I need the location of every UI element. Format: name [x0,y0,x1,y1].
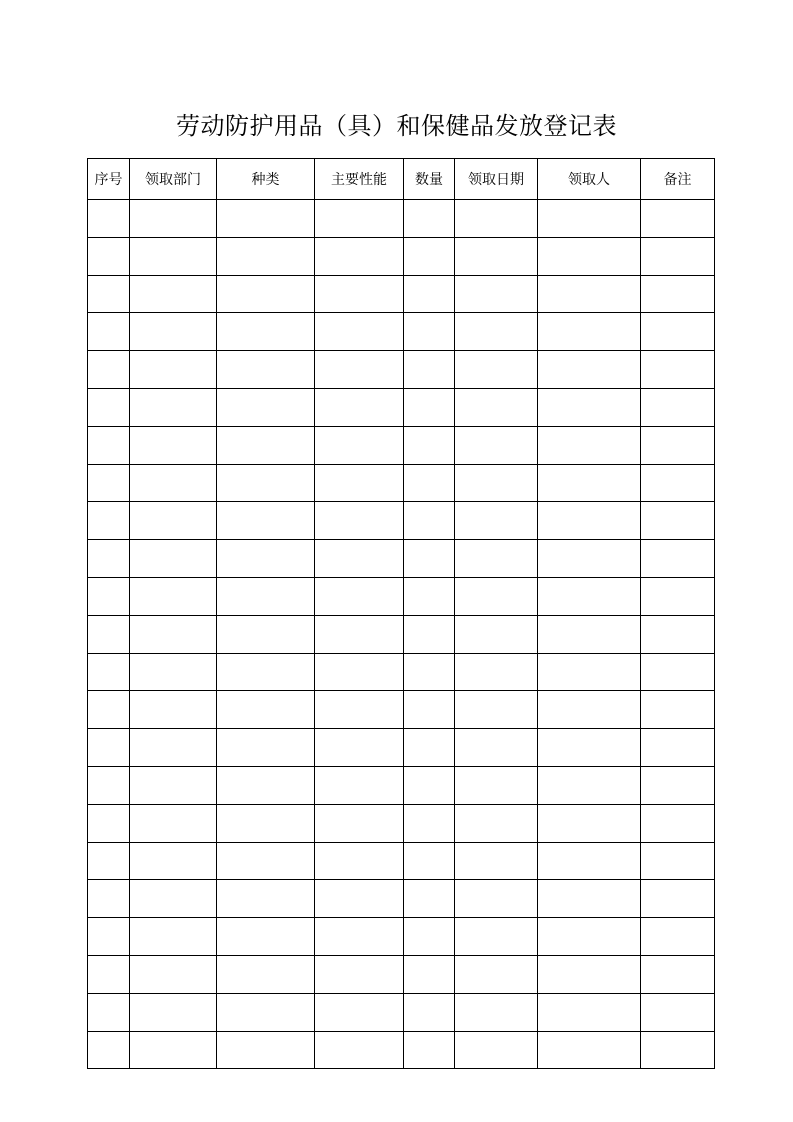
cell-receive-date[interactable] [455,200,538,238]
header-receiving-department: 领取部门 [130,159,217,200]
cell-category[interactable] [217,691,315,729]
cell-receiving-department[interactable] [130,842,217,880]
cell-receive-date[interactable] [455,993,538,1031]
cell-category[interactable] [217,540,315,578]
cell-remarks[interactable] [641,918,715,956]
cell-recipient[interactable] [538,200,641,238]
cell-remarks[interactable] [641,993,715,1031]
cell-main-performance[interactable] [315,691,404,729]
cell-main-performance[interactable] [315,313,404,351]
cell-remarks[interactable] [641,464,715,502]
cell-category[interactable] [217,842,315,880]
table-row [88,880,715,918]
cell-category[interactable] [217,237,315,275]
header-main-performance: 主要性能 [315,159,404,200]
cell-main-performance[interactable] [315,275,404,313]
cell-receive-date[interactable] [455,918,538,956]
cell-recipient[interactable] [538,540,641,578]
table-row [88,540,715,578]
cell-recipient[interactable] [538,464,641,502]
table-row [88,275,715,313]
cell-category[interactable] [217,502,315,540]
cell-seq-no[interactable] [88,918,130,956]
cell-quantity[interactable] [404,653,455,691]
cell-seq-no[interactable] [88,993,130,1031]
page-title: 劳动防护用品（具）和保健品发放登记表 [176,112,617,140]
table-row [88,691,715,729]
cell-receive-date[interactable] [455,766,538,804]
cell-remarks[interactable] [641,691,715,729]
cell-seq-no[interactable] [88,804,130,842]
cell-quantity[interactable] [404,275,455,313]
cell-recipient[interactable] [538,502,641,540]
cell-remarks[interactable] [641,351,715,389]
cell-receive-date[interactable] [455,955,538,993]
cell-recipient[interactable] [538,842,641,880]
cell-recipient[interactable] [538,426,641,464]
cell-recipient[interactable] [538,918,641,956]
cell-seq-no[interactable] [88,729,130,767]
table-row [88,804,715,842]
cell-seq-no[interactable] [88,540,130,578]
cell-remarks[interactable] [641,766,715,804]
cell-seq-no[interactable] [88,464,130,502]
cell-seq-no[interactable] [88,577,130,615]
cell-remarks[interactable] [641,426,715,464]
cell-quantity[interactable] [404,464,455,502]
cell-main-performance[interactable] [315,880,404,918]
cell-receiving-department[interactable] [130,766,217,804]
header-category: 种类 [217,159,315,200]
cell-recipient[interactable] [538,275,641,313]
table-row [88,388,715,426]
cell-receive-date[interactable] [455,351,538,389]
cell-category[interactable] [217,615,315,653]
cell-recipient[interactable] [538,880,641,918]
cell-receiving-department[interactable] [130,502,217,540]
cell-receiving-department[interactable] [130,237,217,275]
table-header [88,159,715,200]
cell-receive-date[interactable] [455,426,538,464]
cell-receive-date[interactable] [455,842,538,880]
cell-seq-no[interactable] [88,766,130,804]
cell-quantity[interactable] [404,388,455,426]
cell-recipient[interactable] [538,729,641,767]
table-row [88,653,715,691]
cell-receiving-department[interactable] [130,313,217,351]
cell-seq-no[interactable] [88,842,130,880]
cell-recipient[interactable] [538,691,641,729]
cell-receiving-department[interactable] [130,653,217,691]
cell-receive-date[interactable] [455,464,538,502]
cell-quantity[interactable] [404,993,455,1031]
cell-receive-date[interactable] [455,729,538,767]
table-row [88,615,715,653]
cell-receiving-department[interactable] [130,691,217,729]
cell-remarks[interactable] [641,729,715,767]
cell-remarks[interactable] [641,880,715,918]
header-receive-date: 领取日期 [455,159,538,200]
table-row [88,351,715,389]
cell-main-performance[interactable] [315,766,404,804]
cell-category[interactable] [217,1031,315,1069]
cell-recipient[interactable] [538,955,641,993]
cell-quantity[interactable] [404,615,455,653]
cell-receive-date[interactable] [455,502,538,540]
cell-recipient[interactable] [538,351,641,389]
cell-quantity[interactable] [404,842,455,880]
cell-receiving-department[interactable] [130,388,217,426]
table-row [88,955,715,993]
cell-main-performance[interactable] [315,1031,404,1069]
cell-recipient[interactable] [538,653,641,691]
cell-recipient[interactable] [538,237,641,275]
cell-quantity[interactable] [404,502,455,540]
cell-seq-no[interactable] [88,200,130,238]
cell-receive-date[interactable] [455,653,538,691]
cell-remarks[interactable] [641,615,715,653]
cell-receive-date[interactable] [455,540,538,578]
cell-receiving-department[interactable] [130,426,217,464]
cell-remarks[interactable] [641,842,715,880]
cell-receiving-department[interactable] [130,464,217,502]
cell-quantity[interactable] [404,691,455,729]
cell-remarks[interactable] [641,388,715,426]
cell-category[interactable] [217,313,315,351]
cell-main-performance[interactable] [315,426,404,464]
cell-receive-date[interactable] [455,804,538,842]
cell-recipient[interactable] [538,313,641,351]
cell-seq-no[interactable] [88,275,130,313]
cell-remarks[interactable] [641,237,715,275]
table-row [88,200,715,238]
cell-recipient[interactable] [538,577,641,615]
table-row [88,842,715,880]
cell-category[interactable] [217,993,315,1031]
cell-receive-date[interactable] [455,615,538,653]
cell-seq-no[interactable] [88,502,130,540]
cell-receiving-department[interactable] [130,729,217,767]
cell-main-performance[interactable] [315,729,404,767]
cell-main-performance[interactable] [315,577,404,615]
cell-category[interactable] [217,200,315,238]
cell-receiving-department[interactable] [130,993,217,1031]
table-row [88,502,715,540]
cell-receive-date[interactable] [455,691,538,729]
header-seq-no: 序号 [88,159,130,200]
cell-receiving-department[interactable] [130,804,217,842]
table-row [88,729,715,767]
cell-receive-date[interactable] [455,237,538,275]
cell-recipient[interactable] [538,804,641,842]
cell-main-performance[interactable] [315,388,404,426]
cell-receiving-department[interactable] [130,275,217,313]
header-remarks: 备注 [641,159,715,200]
cell-quantity[interactable] [404,918,455,956]
cell-seq-no[interactable] [88,615,130,653]
cell-quantity[interactable] [404,804,455,842]
table-row [88,1031,715,1069]
cell-recipient[interactable] [538,615,641,653]
cell-main-performance[interactable] [315,993,404,1031]
cell-category[interactable] [217,351,315,389]
cell-seq-no[interactable] [88,388,130,426]
cell-main-performance[interactable] [315,464,404,502]
cell-receive-date[interactable] [455,275,538,313]
cell-quantity[interactable] [404,237,455,275]
header-row [88,159,715,200]
cell-main-performance[interactable] [315,615,404,653]
cell-recipient[interactable] [538,1031,641,1069]
cell-category[interactable] [217,918,315,956]
cell-seq-no[interactable] [88,653,130,691]
cell-remarks[interactable] [641,577,715,615]
table-row [88,313,715,351]
cell-main-performance[interactable] [315,237,404,275]
cell-remarks[interactable] [641,653,715,691]
cell-remarks[interactable] [641,804,715,842]
table-row [88,237,715,275]
cell-quantity[interactable] [404,766,455,804]
cell-category[interactable] [217,577,315,615]
table-row [88,766,715,804]
cell-receiving-department[interactable] [130,200,217,238]
cell-quantity[interactable] [404,880,455,918]
cell-seq-no[interactable] [88,426,130,464]
register-table [87,158,715,1069]
cell-recipient[interactable] [538,388,641,426]
cell-receiving-department[interactable] [130,955,217,993]
cell-quantity[interactable] [404,729,455,767]
cell-category[interactable] [217,426,315,464]
cell-quantity[interactable] [404,955,455,993]
table-body [88,200,715,1069]
cell-main-performance[interactable] [315,842,404,880]
cell-receiving-department[interactable] [130,918,217,956]
cell-category[interactable] [217,880,315,918]
cell-receiving-department[interactable] [130,540,217,578]
cell-receive-date[interactable] [455,1031,538,1069]
cell-quantity[interactable] [404,426,455,464]
cell-seq-no[interactable] [88,351,130,389]
cell-receiving-department[interactable] [130,351,217,389]
cell-category[interactable] [217,388,315,426]
cell-receiving-department[interactable] [130,577,217,615]
cell-remarks[interactable] [641,502,715,540]
cell-receive-date[interactable] [455,880,538,918]
table-row [88,918,715,956]
cell-category[interactable] [217,275,315,313]
cell-quantity[interactable] [404,313,455,351]
cell-main-performance[interactable] [315,955,404,993]
cell-receive-date[interactable] [455,313,538,351]
cell-receiving-department[interactable] [130,615,217,653]
cell-remarks[interactable] [641,275,715,313]
cell-seq-no[interactable] [88,1031,130,1069]
cell-main-performance[interactable] [315,918,404,956]
header-recipient: 领取人 [538,159,641,200]
cell-main-performance[interactable] [315,351,404,389]
table-row [88,577,715,615]
cell-remarks[interactable] [641,540,715,578]
cell-category[interactable] [217,464,315,502]
cell-receive-date[interactable] [455,577,538,615]
cell-main-performance[interactable] [315,540,404,578]
cell-category[interactable] [217,804,315,842]
cell-receive-date[interactable] [455,388,538,426]
cell-seq-no[interactable] [88,691,130,729]
cell-main-performance[interactable] [315,502,404,540]
cell-category[interactable] [217,955,315,993]
table-row [88,993,715,1031]
cell-main-performance[interactable] [315,653,404,691]
cell-quantity[interactable] [404,351,455,389]
cell-remarks[interactable] [641,313,715,351]
cell-seq-no[interactable] [88,237,130,275]
cell-category[interactable] [217,653,315,691]
cell-quantity[interactable] [404,200,455,238]
cell-remarks[interactable] [641,1031,715,1069]
cell-seq-no[interactable] [88,880,130,918]
table-row [88,426,715,464]
cell-recipient[interactable] [538,766,641,804]
cell-main-performance[interactable] [315,200,404,238]
cell-recipient[interactable] [538,993,641,1031]
cell-remarks[interactable] [641,955,715,993]
cell-seq-no[interactable] [88,955,130,993]
cell-quantity[interactable] [404,540,455,578]
cell-receiving-department[interactable] [130,1031,217,1069]
table-row [88,464,715,502]
cell-main-performance[interactable] [315,804,404,842]
cell-remarks[interactable] [641,200,715,238]
cell-category[interactable] [217,729,315,767]
cell-category[interactable] [217,766,315,804]
cell-quantity[interactable] [404,1031,455,1069]
cell-quantity[interactable] [404,577,455,615]
cell-receiving-department[interactable] [130,880,217,918]
cell-seq-no[interactable] [88,313,130,351]
header-quantity: 数量 [404,159,455,200]
